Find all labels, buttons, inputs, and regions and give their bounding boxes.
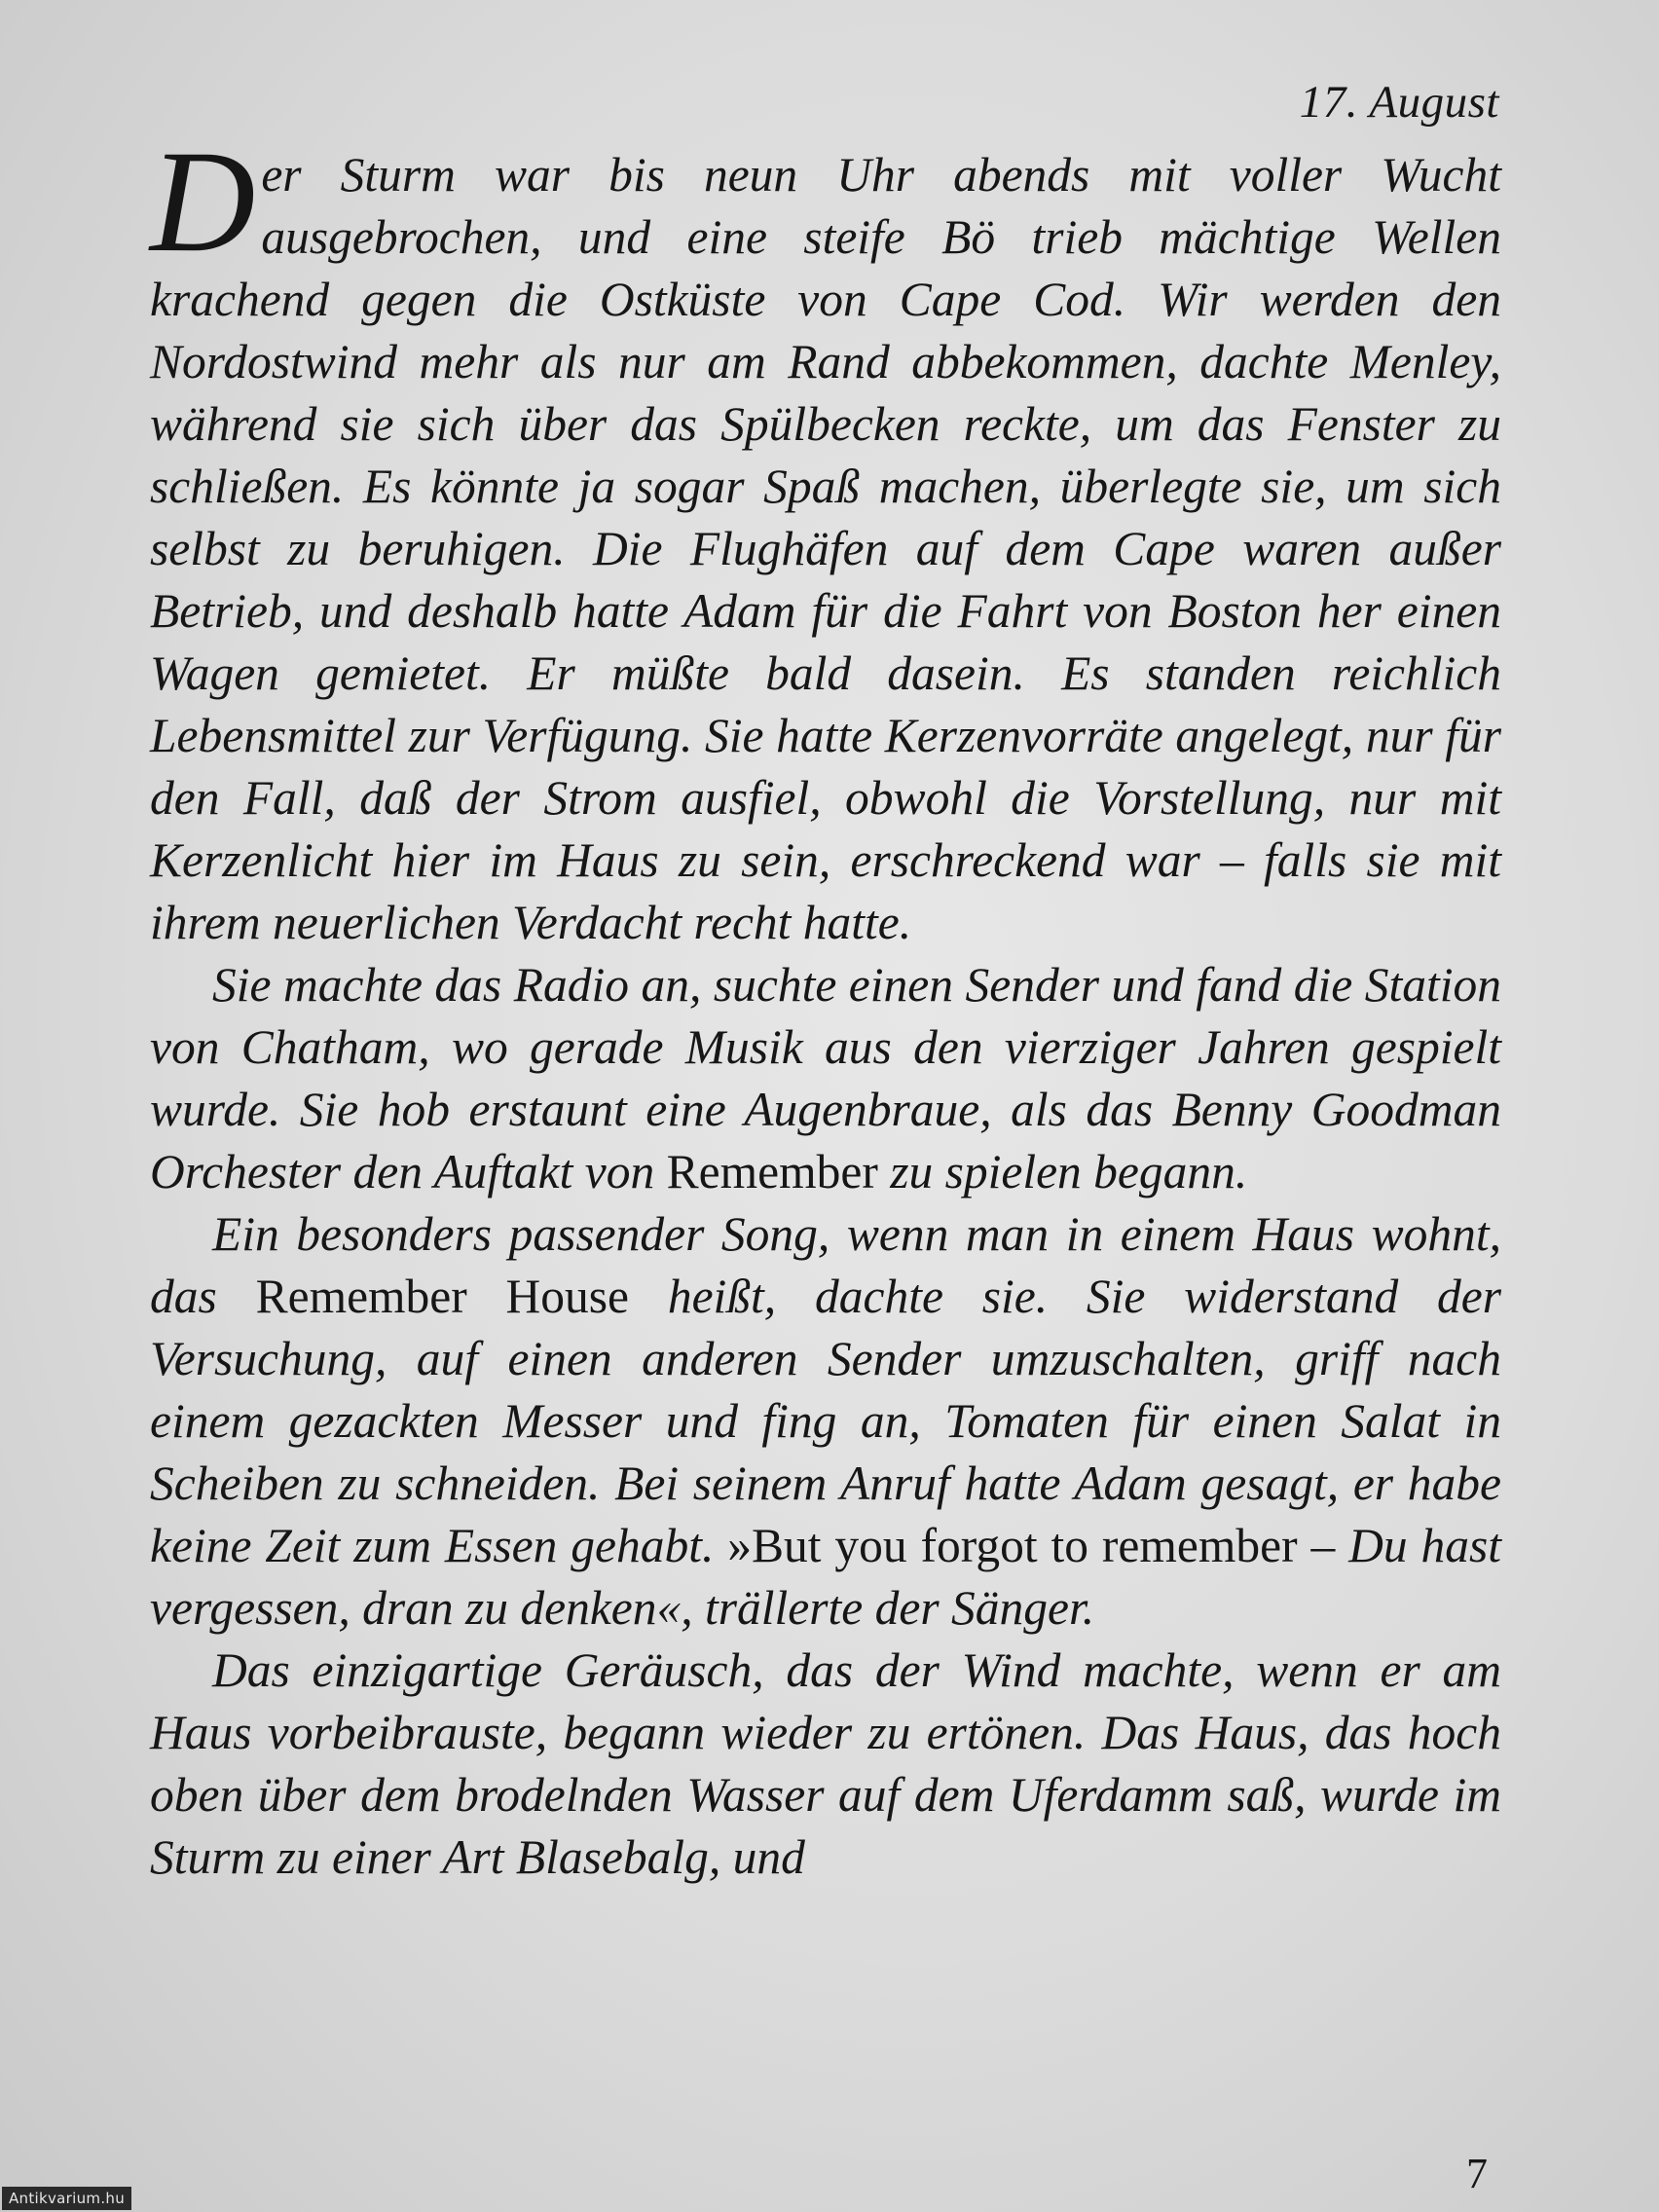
song-lyric: »But you forgot to remember – — [727, 1519, 1349, 1572]
paragraph-3-text-b: heißt, dachte sie. Sie widerstand der Versuchung, auf einen anderen Sender umzuschalten, griff nach einem gezackten Messer und fing an, Tomaten für einen Salat in Scheiben zu schneiden. Bei seinem Anruf hatte Adam gesagt, er habe keine Zeit zum Essen gehabt. — [150, 1270, 1501, 1572]
paragraph-2-text-b: zu spielen begann. — [877, 1145, 1248, 1198]
paragraph-3-text-a: Ein besonders passender Song, wenn man in einem Haus wohnt, das — [150, 1207, 1501, 1323]
body-text — [150, 121, 1502, 1889]
watermark: Antikvarium.hu — [2, 2187, 131, 2210]
paragraph-3-text-c: Du hast vergessen, dran zu denken«, trällerte der Sänger. — [150, 1519, 1502, 1635]
paragraph-3 — [150, 1203, 1501, 1640]
paragraph-2 — [150, 954, 1501, 1203]
chapter-date: 17. August — [1299, 77, 1499, 128]
paragraph-1 — [150, 121, 1501, 954]
drop-cap: D — [150, 121, 256, 282]
paragraph-4 — [150, 1640, 1501, 1889]
paragraph-2-text-a: Sie machte das Radio an, suchte einen Sender und fand die Station von Chatham, wo gerade Musik aus den vierziger Jahren gespielt wurde. Sie hob erstaunt eine Augenbraue, als das Benny Goodman Orchester den Auftakt von — [150, 958, 1501, 1198]
song-title: Remember — [666, 1145, 878, 1198]
page-number: 7 — [1466, 2150, 1488, 2197]
house-name: Remember House — [255, 1270, 630, 1323]
paragraph-1-text: er Sturm war bis neun Uhr abends mit voller Wucht ausgebrochen, und eine steife Bö trieb mächtige Wellen krachend gegen die Ostküste von Cape Cod. Wir werden den Nordostwind mehr als nur am Rand abbekommen, dachte Menley, während sie sich über das Spülbecken reckte, um das Fenster zu schließen. Es könnte ja sogar Spaß machen, überlegte sie, um sich selbst zu beruhigen. Die Flughäfen auf dem Cape waren außer Betrieb, und deshalb hatte Adam für die Fahrt von Boston her einen Wagen gemietet. Er müßte bald dasein. Es standen reichlich Lebensmittel zur Verfügung. Sie hatte Kerzenvorräte angelegt, nur für den Fall, daß der Strom ausfiel, obwohl die Vorstellung, nur mit Kerzenlicht hier im Haus zu sein, erschreckend war – falls sie mit ihrem neuerlichen Verdacht recht hatte. — [150, 148, 1501, 949]
paragraph-4-text: Das einzigartige Geräusch, das der Wind machte, wenn er am Haus vorbeibrauste, begann wieder zu ertönen. Das Haus, das hoch oben über dem brodelnden Wasser auf dem Uferdamm saß, wurde im Sturm zu einer Art Blasebalg, und — [150, 1643, 1501, 1884]
